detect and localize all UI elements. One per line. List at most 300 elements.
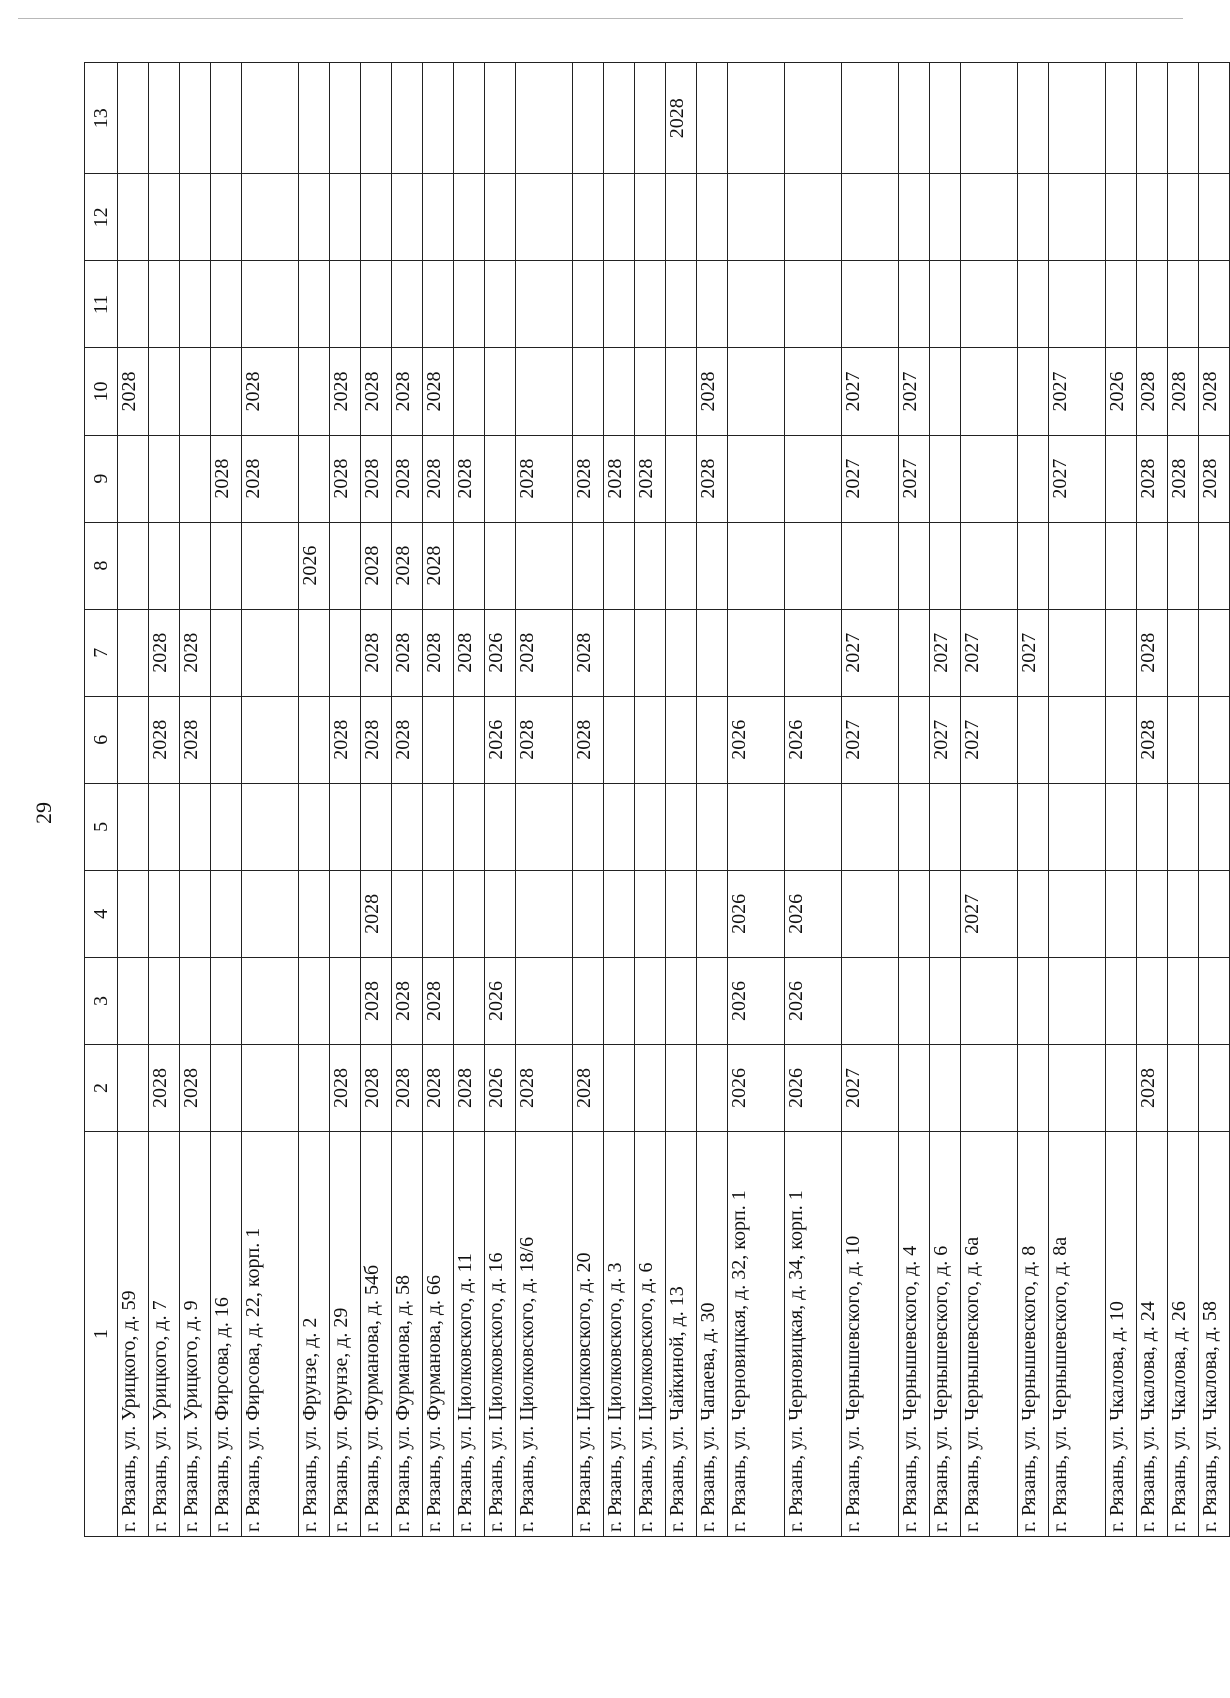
year-cell: [1137, 957, 1168, 1044]
table-row: [1106, 63, 1137, 1537]
year-cell: [930, 783, 961, 870]
year-cell: [485, 522, 516, 609]
year-cell: [666, 609, 697, 696]
year-cell: [604, 522, 635, 609]
year-cell: [697, 870, 728, 957]
year-cell: [180, 348, 211, 435]
year-cell: [330, 957, 361, 1044]
year-cell: [573, 783, 604, 870]
year-cell: [454, 63, 485, 174]
year-cell: [1106, 957, 1137, 1044]
year-cell: [1018, 261, 1049, 348]
address-cell: г. Рязань, ул. Фурманова, д. 54б: [361, 1132, 392, 1537]
column-header: 10: [85, 348, 118, 435]
year-cell: [961, 957, 1018, 1044]
year-cell: [1168, 696, 1199, 783]
year-cell: [604, 957, 635, 1044]
address-cell: г. Рязань, ул. Фурманова, д. 58: [392, 1132, 423, 1537]
year-cell: [330, 609, 361, 696]
year-cell: [728, 348, 785, 435]
year-cell: [1049, 783, 1106, 870]
year-cell: [785, 63, 842, 174]
year-cell: [899, 783, 930, 870]
year-cell: 2028: [573, 1045, 604, 1132]
year-cell: [1199, 1045, 1230, 1132]
year-cell: [149, 783, 180, 870]
year-cell: [516, 348, 573, 435]
year-cell: 2027: [1049, 435, 1106, 522]
year-cell: [330, 522, 361, 609]
year-cell: [666, 1045, 697, 1132]
year-cell: [1018, 696, 1049, 783]
year-cell: [299, 261, 330, 348]
year-cell: [728, 435, 785, 522]
address-cell: г. Рязань, ул. Чернышевского, д. 8а: [1049, 1132, 1106, 1537]
year-cell: 2028: [423, 957, 454, 1044]
table-row: [516, 63, 573, 1537]
year-cell: [242, 522, 299, 609]
year-cell: 2026: [485, 957, 516, 1044]
year-cell: 2028: [361, 522, 392, 609]
year-cell: [842, 957, 899, 1044]
year-cell: [842, 63, 899, 174]
year-cell: 2028: [1199, 348, 1230, 435]
year-cell: [1168, 609, 1199, 696]
year-cell: [242, 957, 299, 1044]
year-cell: [211, 783, 242, 870]
year-cell: [149, 348, 180, 435]
year-cell: [930, 522, 961, 609]
year-cell: [118, 696, 149, 783]
year-cell: [299, 870, 330, 957]
year-cell: 2027: [1049, 348, 1106, 435]
year-cell: [1018, 957, 1049, 1044]
year-cell: [454, 783, 485, 870]
column-header: 1: [85, 1132, 118, 1537]
year-cell: [666, 522, 697, 609]
year-cell: [299, 1045, 330, 1132]
year-cell: [1168, 174, 1199, 261]
year-cell: [604, 696, 635, 783]
column-header: 5: [85, 783, 118, 870]
page-number: 29: [31, 802, 56, 824]
year-cell: 2028: [454, 1045, 485, 1132]
year-cell: [961, 174, 1018, 261]
year-cell: [785, 261, 842, 348]
year-cell: 2028: [516, 609, 573, 696]
year-cell: [454, 870, 485, 957]
year-cell: 2026: [728, 957, 785, 1044]
year-cell: [211, 63, 242, 174]
table-row: [1199, 63, 1230, 1537]
address-cell: г. Рязань, ул. Циолковского, д. 11: [454, 1132, 485, 1537]
year-cell: 2027: [899, 435, 930, 522]
year-cell: [961, 63, 1018, 174]
year-cell: [899, 174, 930, 261]
year-cell: [1049, 261, 1106, 348]
year-cell: [1168, 522, 1199, 609]
year-cell: 2028: [149, 1045, 180, 1132]
year-cell: [180, 522, 211, 609]
address-cell: г. Рязань, ул. Чернышевского, д. 6а: [961, 1132, 1018, 1537]
year-cell: [1049, 1045, 1106, 1132]
year-cell: [930, 435, 961, 522]
year-cell: [211, 261, 242, 348]
year-cell: 2028: [666, 63, 697, 174]
year-cell: [961, 783, 1018, 870]
year-cell: 2028: [361, 435, 392, 522]
address-cell: г. Рязань, ул. Черновицкая, д. 32, корп. 1: [728, 1132, 785, 1537]
year-cell: [1137, 63, 1168, 174]
year-cell: [899, 870, 930, 957]
year-cell: [961, 261, 1018, 348]
year-cell: [211, 522, 242, 609]
address-cell: г. Рязань, ул. Циолковского, д. 6: [635, 1132, 666, 1537]
year-cell: [1018, 174, 1049, 261]
address-cell: г. Рязань, ул. Фирсова, д. 22, корп. 1: [242, 1132, 299, 1537]
year-cell: [516, 783, 573, 870]
year-cell: 2028: [1137, 348, 1168, 435]
year-cell: [899, 261, 930, 348]
year-cell: [299, 174, 330, 261]
table-row: [697, 63, 728, 1537]
column-header: 6: [85, 696, 118, 783]
year-cell: 2028: [361, 696, 392, 783]
year-cell: [635, 609, 666, 696]
year-cell: [842, 870, 899, 957]
year-cell: [930, 63, 961, 174]
year-cell: 2028: [635, 435, 666, 522]
year-cell: [516, 174, 573, 261]
year-cell: [149, 63, 180, 174]
year-cell: 2028: [180, 609, 211, 696]
year-cell: 2026: [485, 1045, 516, 1132]
year-cell: [604, 261, 635, 348]
year-cell: [697, 609, 728, 696]
table-row: [842, 63, 899, 1537]
column-header: 7: [85, 609, 118, 696]
year-cell: [573, 957, 604, 1044]
year-cell: [697, 696, 728, 783]
table-row: [728, 63, 785, 1537]
year-cell: [454, 957, 485, 1044]
year-cell: 2026: [728, 696, 785, 783]
year-cell: [1106, 435, 1137, 522]
table-row: [485, 63, 516, 1537]
column-header: 12: [85, 174, 118, 261]
year-cell: 2028: [1168, 348, 1199, 435]
address-cell: г. Рязань, ул. Урицкого, д. 59: [118, 1132, 149, 1537]
year-cell: [1018, 63, 1049, 174]
address-cell: г. Рязань, ул. Циолковского, д. 18/6: [516, 1132, 573, 1537]
address-cell: г. Рязань, ул. Урицкого, д. 9: [180, 1132, 211, 1537]
year-cell: [635, 63, 666, 174]
year-cell: [242, 1045, 299, 1132]
year-cell: [785, 609, 842, 696]
year-cell: 2028: [330, 1045, 361, 1132]
table-row: [1137, 63, 1168, 1537]
address-cell: г. Рязань, ул. Чернышевского, д. 10: [842, 1132, 899, 1537]
year-cell: [118, 783, 149, 870]
year-cell: [118, 174, 149, 261]
year-cell: [930, 870, 961, 957]
address-cell: г. Рязань, ул. Чернышевского, д. 8: [1018, 1132, 1049, 1537]
year-cell: [666, 870, 697, 957]
year-cell: 2028: [149, 609, 180, 696]
year-cell: [211, 1045, 242, 1132]
year-cell: 2027: [961, 870, 1018, 957]
address-cell: г. Рязань, ул. Циолковского, д. 3: [604, 1132, 635, 1537]
year-cell: 2026: [785, 696, 842, 783]
year-cell: [242, 870, 299, 957]
year-cell: [1049, 957, 1106, 1044]
year-cell: 2027: [842, 696, 899, 783]
year-cell: [961, 348, 1018, 435]
year-cell: [1199, 783, 1230, 870]
table-row: [1168, 63, 1199, 1537]
year-cell: [1199, 63, 1230, 174]
address-cell: г. Рязань, ул. Черновицкая, д. 34, корп. 1: [785, 1132, 842, 1537]
year-cell: [1106, 261, 1137, 348]
year-cell: [1049, 870, 1106, 957]
year-cell: [728, 522, 785, 609]
table-row: [180, 63, 211, 1537]
table-row: [211, 63, 242, 1537]
table-row: [392, 63, 423, 1537]
year-cell: 2028: [392, 1045, 423, 1132]
year-cell: 2026: [785, 870, 842, 957]
year-cell: [361, 261, 392, 348]
year-cell: [1168, 63, 1199, 174]
year-cell: 2026: [728, 1045, 785, 1132]
year-cell: 2027: [842, 609, 899, 696]
table-row: [149, 63, 180, 1537]
address-cell: г. Рязань, ул. Фурманова, д. 66: [423, 1132, 454, 1537]
year-cell: 2028: [1168, 435, 1199, 522]
year-cell: [242, 783, 299, 870]
table-row: [961, 63, 1018, 1537]
year-cell: [211, 348, 242, 435]
year-cell: [930, 348, 961, 435]
year-cell: [1106, 696, 1137, 783]
year-cell: 2028: [516, 435, 573, 522]
address-cell: г. Рязань, ул. Чайкиной, д. 13: [666, 1132, 697, 1537]
year-cell: [242, 696, 299, 783]
year-cell: 2028: [454, 435, 485, 522]
address-cell: г. Рязань, ул. Чкалова, д. 10: [1106, 1132, 1137, 1537]
year-cell: 2028: [392, 696, 423, 783]
year-cell: [728, 261, 785, 348]
year-cell: [485, 348, 516, 435]
year-cell: [423, 696, 454, 783]
year-cell: [423, 783, 454, 870]
year-cell: [330, 783, 361, 870]
year-cell: [485, 870, 516, 957]
year-cell: [361, 63, 392, 174]
year-cell: 2028: [423, 1045, 454, 1132]
year-cell: [785, 522, 842, 609]
year-cell: [149, 261, 180, 348]
year-cell: [842, 174, 899, 261]
year-cell: 2028: [330, 348, 361, 435]
year-cell: 2026: [728, 870, 785, 957]
year-cell: [666, 348, 697, 435]
year-cell: 2027: [1018, 609, 1049, 696]
year-cell: [392, 783, 423, 870]
table-row: [573, 63, 604, 1537]
year-cell: [728, 63, 785, 174]
year-cell: [635, 783, 666, 870]
year-cell: [392, 870, 423, 957]
year-cell: [118, 1045, 149, 1132]
year-cell: 2028: [180, 1045, 211, 1132]
year-cell: [1049, 696, 1106, 783]
year-cell: [1137, 261, 1168, 348]
year-cell: [118, 63, 149, 174]
year-cell: [211, 696, 242, 783]
year-cell: [930, 957, 961, 1044]
address-cell: г. Рязань, ул. Циолковского, д. 16: [485, 1132, 516, 1537]
year-cell: [118, 957, 149, 1044]
address-cell: г. Рязань, ул. Фрунзе, д. 2: [299, 1132, 330, 1537]
year-cell: [211, 957, 242, 1044]
year-cell: [330, 870, 361, 957]
year-cell: 2028: [604, 435, 635, 522]
year-cell: [635, 348, 666, 435]
year-cell: [697, 174, 728, 261]
year-cell: 2028: [392, 435, 423, 522]
year-cell: [1049, 522, 1106, 609]
year-cell: [299, 63, 330, 174]
year-cell: [180, 261, 211, 348]
year-cell: 2028: [330, 435, 361, 522]
year-cell: [604, 348, 635, 435]
year-cell: [242, 63, 299, 174]
year-cell: [118, 435, 149, 522]
year-cell: [961, 1045, 1018, 1132]
year-cell: [454, 261, 485, 348]
year-cell: [697, 957, 728, 1044]
year-cell: [423, 174, 454, 261]
year-cell: [785, 435, 842, 522]
year-cell: [361, 174, 392, 261]
year-cell: [1018, 435, 1049, 522]
year-cell: [454, 174, 485, 261]
year-cell: [1018, 783, 1049, 870]
year-cell: [842, 522, 899, 609]
year-cell: [1168, 783, 1199, 870]
year-cell: 2028: [392, 609, 423, 696]
year-cell: [1199, 957, 1230, 1044]
table-row: [604, 63, 635, 1537]
year-cell: [1018, 348, 1049, 435]
year-cell: [485, 435, 516, 522]
year-cell: [149, 435, 180, 522]
year-cell: [149, 870, 180, 957]
year-cell: 2028: [1137, 609, 1168, 696]
year-cell: [454, 696, 485, 783]
year-cell: [573, 348, 604, 435]
year-cell: [1199, 261, 1230, 348]
table-row: [1018, 63, 1049, 1537]
year-cell: [118, 609, 149, 696]
year-cell: 2028: [423, 522, 454, 609]
year-cell: [635, 1045, 666, 1132]
year-cell: [899, 696, 930, 783]
year-cell: [485, 174, 516, 261]
year-cell: 2028: [1137, 1045, 1168, 1132]
year-cell: [485, 63, 516, 174]
year-cell: [516, 522, 573, 609]
year-cell: [930, 261, 961, 348]
year-cell: [1168, 870, 1199, 957]
table-row: [666, 63, 697, 1537]
year-cell: [1199, 870, 1230, 957]
year-cell: 2028: [361, 957, 392, 1044]
year-cell: 2028: [697, 435, 728, 522]
year-cell: [697, 63, 728, 174]
year-cell: [961, 522, 1018, 609]
year-cell: [423, 870, 454, 957]
year-cell: [454, 348, 485, 435]
year-cell: [149, 522, 180, 609]
rotated-table-container: [84, 62, 1221, 1537]
year-cell: [961, 435, 1018, 522]
year-cell: [330, 174, 361, 261]
year-cell: [899, 522, 930, 609]
year-cell: [604, 1045, 635, 1132]
year-cell: [666, 783, 697, 870]
year-cell: 2028: [1199, 435, 1230, 522]
table-row: [635, 63, 666, 1537]
year-cell: [728, 783, 785, 870]
table-row: [242, 63, 299, 1537]
year-cell: [1137, 522, 1168, 609]
table-row: [330, 63, 361, 1537]
year-cell: [1199, 696, 1230, 783]
year-cell: [899, 63, 930, 174]
year-cell: [299, 783, 330, 870]
year-cell: [1199, 174, 1230, 261]
year-cell: 2026: [485, 609, 516, 696]
year-cell: [604, 609, 635, 696]
year-cell: [1049, 63, 1106, 174]
table-row: [930, 63, 961, 1537]
year-cell: [666, 435, 697, 522]
header-row: [85, 63, 118, 1537]
year-cell: 2027: [842, 435, 899, 522]
column-header: 2: [85, 1045, 118, 1132]
address-cell: г. Рязань, ул. Чернышевского, д. 4: [899, 1132, 930, 1537]
column-header: 4: [85, 870, 118, 957]
year-cell: [666, 174, 697, 261]
year-cell: [1106, 174, 1137, 261]
table-row: [118, 63, 149, 1537]
year-cell: 2028: [697, 348, 728, 435]
year-cell: [485, 261, 516, 348]
year-cell: [1049, 174, 1106, 261]
year-cell: 2026: [485, 696, 516, 783]
year-cell: [361, 783, 392, 870]
year-cell: [930, 1045, 961, 1132]
address-cell: г. Рязань, ул. Фирсова, д. 16: [211, 1132, 242, 1537]
year-cell: [1199, 522, 1230, 609]
year-cell: [728, 609, 785, 696]
scan-top-edge: [18, 18, 1183, 19]
address-cell: г. Рязань, ул. Чернышевского, д. 6: [930, 1132, 961, 1537]
table-row: [1049, 63, 1106, 1537]
year-cell: [697, 261, 728, 348]
